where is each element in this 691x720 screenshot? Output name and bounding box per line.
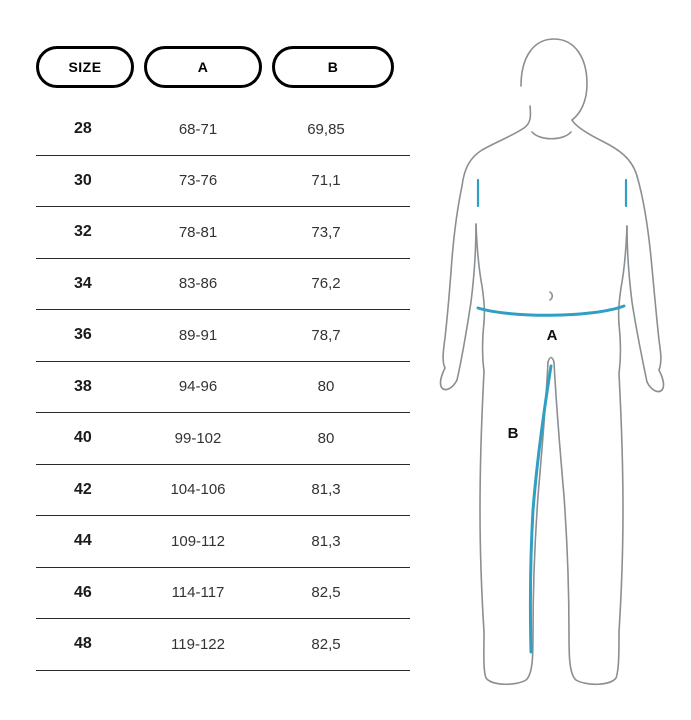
cell-a: 104-106	[170, 481, 226, 499]
cell-b: 76,2	[311, 275, 341, 293]
neck-right-outline	[572, 120, 637, 176]
table-row	[36, 156, 410, 208]
cell-a: 78-81	[178, 223, 218, 241]
column-header-size: SIZE	[36, 46, 134, 88]
table-row	[36, 465, 410, 517]
cell-size: 36	[74, 326, 92, 344]
cell-size: 44	[74, 532, 92, 550]
cell-a: 68-71	[178, 120, 218, 138]
inseam-measure-label: B	[507, 425, 519, 442]
left-foot-outline	[484, 632, 533, 684]
cell-a: 119-122	[171, 635, 225, 653]
torso-right-outline	[619, 226, 627, 324]
right-hand-outline	[647, 370, 663, 392]
cell-b: 80	[317, 378, 335, 396]
table-row	[36, 362, 410, 414]
left-arm-inner-outline	[457, 224, 476, 380]
cell-a: 94-96	[178, 378, 218, 396]
cell-b: 78,7	[311, 326, 341, 344]
cell-b: 71,1	[311, 172, 341, 190]
table-row	[36, 413, 410, 465]
hip-left-outline	[483, 322, 485, 372]
cell-b: 82,5	[311, 635, 341, 653]
cell-a: 73-76	[178, 172, 218, 190]
cell-size: 30	[74, 171, 92, 189]
cell-b: 81,3	[311, 532, 341, 550]
table-row	[36, 310, 410, 362]
cell-a: 89-91	[178, 326, 218, 344]
body-diagram-svg	[420, 10, 691, 710]
waist-measure-label: A	[546, 327, 558, 344]
cell-b: 81,3	[311, 481, 341, 499]
cell-size: 32	[74, 223, 92, 241]
cell-b: 80	[317, 429, 335, 447]
right-leg-outer-outline	[619, 374, 623, 632]
column-header-a: A	[144, 46, 262, 88]
cell-size: 46	[74, 583, 92, 601]
right-foot-outline	[569, 632, 619, 684]
cell-size: 38	[74, 377, 92, 395]
cell-size: 34	[74, 274, 92, 292]
cell-b: 82,5	[311, 584, 341, 602]
collarbone-outline	[532, 132, 571, 139]
table-row	[36, 568, 410, 620]
table-row	[36, 207, 410, 259]
cell-a: 83-86	[178, 275, 218, 293]
column-header-b: B	[272, 46, 394, 88]
cell-size: 40	[74, 429, 92, 447]
hip-right-outline	[619, 324, 621, 374]
cell-size: 28	[74, 120, 92, 138]
neck-left-outline	[462, 106, 530, 186]
cell-a: 114-117	[171, 584, 225, 602]
navel-outline	[550, 292, 552, 300]
left-leg-outer-outline	[480, 372, 484, 632]
crotch-outline	[548, 358, 554, 363]
right-arm-outer-outline	[637, 176, 661, 370]
table-row	[36, 259, 410, 311]
waist-measure-line	[478, 306, 624, 315]
measurement-figure	[420, 10, 691, 720]
left-arm-outer-outline	[443, 186, 462, 368]
cell-size: 48	[74, 635, 92, 653]
cell-a: 109-112	[171, 532, 225, 550]
table-row	[36, 619, 410, 671]
cell-b: 73,7	[311, 223, 341, 241]
right-leg-inner-outline	[554, 362, 569, 634]
cell-b: 69,85	[307, 120, 345, 138]
cell-a: 99-102	[174, 429, 222, 447]
left-hand-outline	[441, 368, 457, 390]
table-row	[36, 516, 410, 568]
size-table	[36, 46, 410, 671]
table-header-row	[36, 46, 410, 88]
table-row	[36, 104, 410, 156]
right-arm-inner-outline	[627, 226, 647, 382]
cell-size: 42	[74, 480, 92, 498]
